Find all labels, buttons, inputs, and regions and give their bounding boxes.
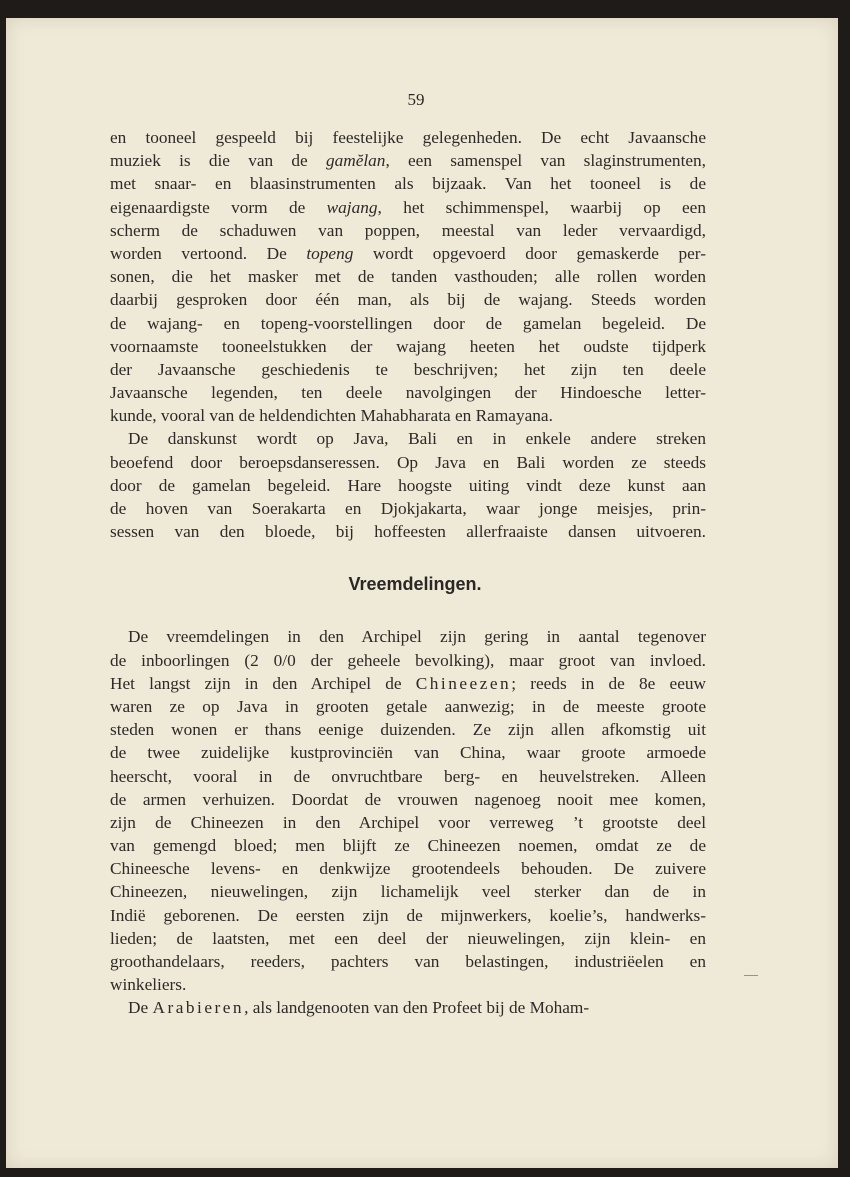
text-line: de inboorlingen (2 0/0 der geheele bevolking), maar groot van invloed. — [110, 650, 706, 670]
text-line: De Arabieren, als landgenooten van den Profeet bij de Moham- — [128, 998, 590, 1018]
text-line: de wajang- en topeng-voorstellingen door de gamelan begeleid. De — [110, 313, 706, 333]
book-page — [6, 18, 838, 1168]
text-line: de twee zuidelijke kustprovinciën van China, waar groote armoede — [110, 743, 706, 763]
text-line: steden wonen er thans eenige duizenden. Ze zijn allen afkomstig uit — [110, 720, 706, 740]
text-line: heerscht, vooral in de onvruchtbare berg- en heuvelstreken. Alleen — [110, 766, 706, 786]
page-number: 59 — [407, 90, 425, 109]
text-line: eigenaardigste vorm de wajang, het schimmenspel, waarbij op een — [110, 197, 706, 217]
text-line: van gemengd bloed; men blijft ze Chineezen noemen, omdat ze de — [110, 836, 706, 856]
text-line: voornaamste tooneelstukken der wajang heeten het oudste tijdperk — [110, 336, 706, 356]
text-line: beoefend door beroepsdanseressen. Op Java en Bali worden ze steeds — [110, 452, 706, 472]
text-line: waren ze op Java in grooten getale aanwezig; in de meeste groote — [110, 696, 706, 716]
body-text — [110, 126, 706, 1020]
paragraph-foreigners — [110, 625, 706, 996]
text-line: winkeliers. — [110, 975, 187, 995]
text-line: de armen verhuizen. Doordat de vrouwen nagenoeg nooit mee komen, — [110, 789, 706, 809]
text-line: daarbij gesproken door één man, als bij de wajang. Steeds worden — [110, 290, 706, 310]
text-line: lieden; de laatsten, met een deel der nieuwelingen, zijn klein- en — [110, 928, 706, 948]
text-line: Het langst zijn in den Archipel de Chineezen; reeds in de 8e eeuw — [110, 673, 706, 693]
text-line: en tooneel gespeeld bij feestelijke gelegenheden. De echt Javaansche — [110, 128, 706, 147]
text-line: groothandelaars, reeders, pachters van belastingen, industriëelen en — [110, 952, 706, 971]
paragraph-music-theatre — [110, 126, 706, 427]
text-line: Javaansche legenden, ten deele navolgingen der Hindoesche letter- — [110, 383, 706, 403]
text-line: Chineesche levens- en denkwijze grootendeels behouden. De zuivere — [110, 859, 706, 879]
text-line: sonen, die het masker met de tanden vasthouden; alle rollen worden — [110, 267, 706, 287]
text-line: der Javaansche geschiedenis te beschrijven; het zijn ten deele — [110, 359, 706, 379]
text-line: Indië geborenen. De eersten zijn de mijnwerkers, koelie’s, handwerks- — [110, 905, 706, 925]
text-line: worden vertoond. De topeng wordt opgevoerd door gemaskerde per- — [110, 243, 706, 263]
text-line: Chineezen, nieuwelingen, zijn lichamelijk veel sterker dan de in — [110, 882, 706, 902]
text-line: zijn de Chineezen in den Archipel voor verreweg ’t grootste deel — [110, 812, 706, 832]
text-line: De vreemdelingen in den Archipel zijn gering in aantal tegenover — [128, 627, 706, 647]
text-line: De danskunst wordt op Java, Bali en in enkele andere streken — [128, 429, 706, 449]
text-line: de hoven van Soerakarta en Djokjakarta, waar jonge meisjes, prin- — [110, 499, 706, 518]
margin-dash-mark — [744, 975, 758, 976]
paragraph-arabs — [110, 996, 706, 1019]
text-line: muziek is die van de gamĕlan, een samenspel van slaginstrumenten, — [110, 151, 707, 171]
text-line: kunde, vooral van de heldendichten Mahabharata en Ramayana. — [110, 406, 553, 426]
paragraph-dance — [110, 427, 706, 543]
text-line: scherm de schaduwen van poppen, meestal van leder vervaardigd, — [110, 220, 706, 240]
text-line: door de gamelan begeleid. Hare hoogste uiting vindt deze kunst aan — [110, 475, 706, 495]
text-line: sessen van den bloede, bij hoffeesten allerfraaiste dansen uitvoeren. — [110, 522, 706, 542]
section-heading: Vreemdelingen. — [348, 574, 482, 595]
text-line: met snaar- en blaasinstrumenten als bijzaak. Van het tooneel is de — [110, 174, 706, 194]
